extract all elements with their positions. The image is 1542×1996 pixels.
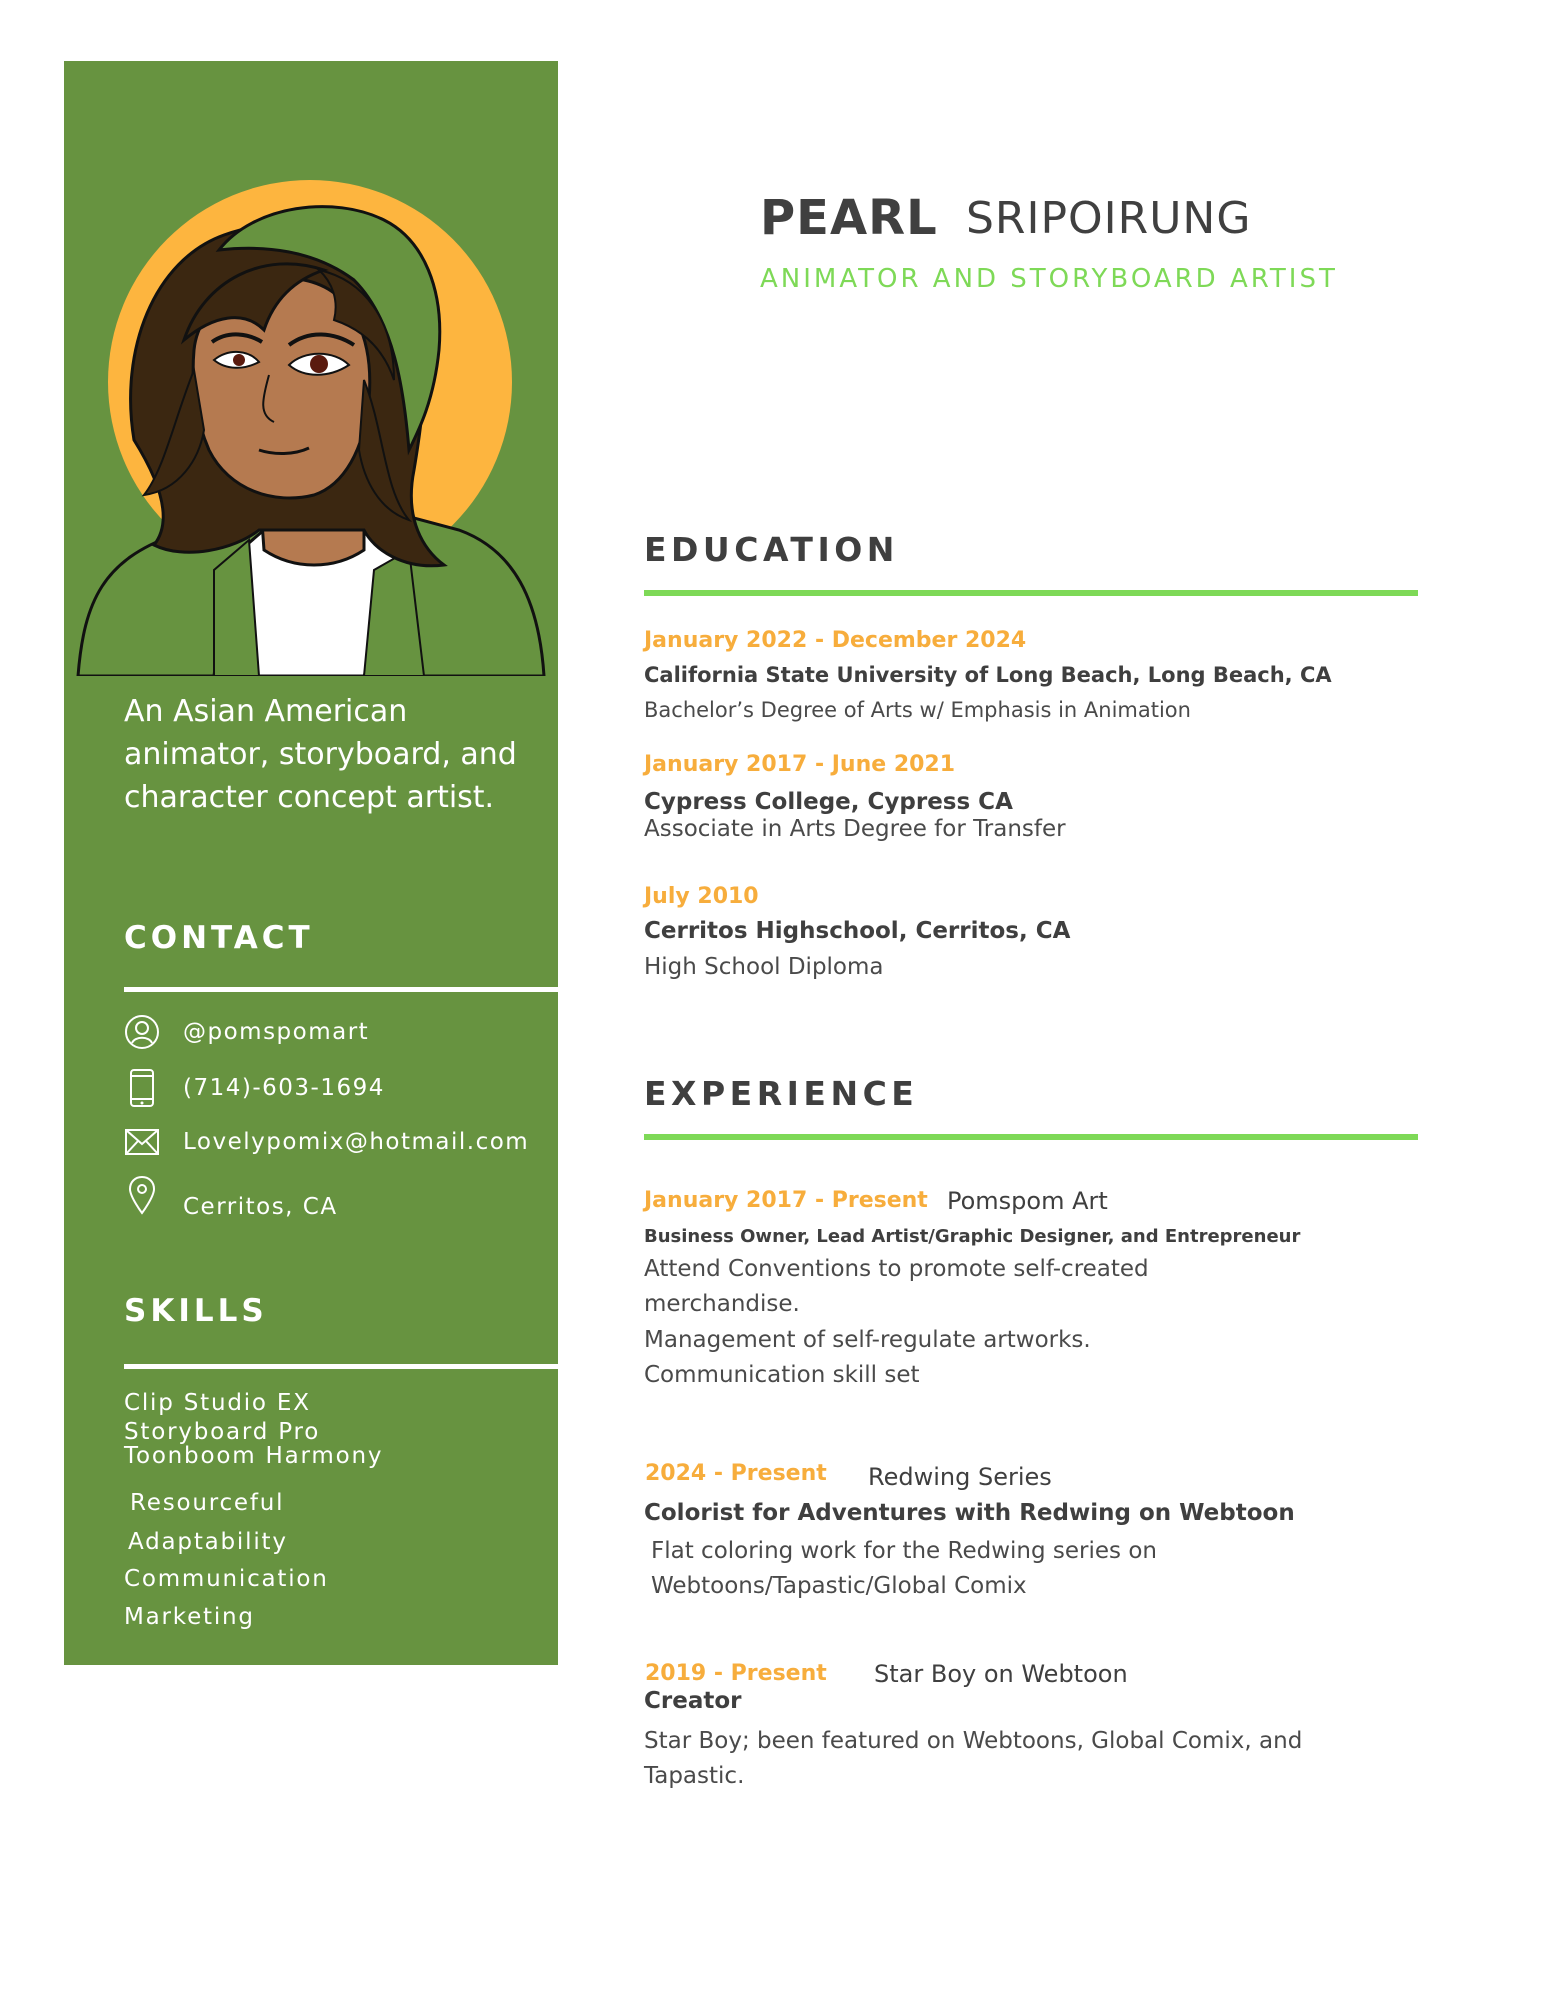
experience-company: Star Boy on Webtoon — [874, 1660, 1128, 1688]
profile-tagline: An Asian American animator, storyboard, and character concept artist. — [124, 694, 517, 815]
skills-divider — [124, 1364, 558, 1369]
skills-heading: SKILLS — [124, 1293, 268, 1329]
skill-item: Adaptability — [128, 1529, 288, 1555]
education-school: California State University of Long Beach, Long Beach, CA — [644, 663, 1332, 687]
experience-detail: Attend Conventions to promote self-created — [644, 1256, 1149, 1282]
education-heading: EDUCATION — [644, 530, 899, 569]
experience-role: Creator — [644, 1688, 742, 1714]
contact-handle-row — [124, 1012, 370, 1052]
education-school: Cerritos Highschool, Cerritos, CA — [644, 918, 1071, 944]
education-degree: Bachelor’s Degree of Arts w/ Emphasis in Animation — [644, 698, 1191, 722]
contact-phone-row — [124, 1068, 385, 1108]
phone-icon — [124, 1069, 160, 1107]
education-degree: High School Diploma — [644, 954, 884, 980]
contact-email-row — [124, 1122, 530, 1162]
contact-phone[interactable]: (714)-603-1694 — [183, 1075, 385, 1101]
profile-portrait — [64, 150, 558, 676]
education-divider — [644, 590, 1418, 596]
experience-detail: Communication skill set — [644, 1362, 920, 1388]
experience-date: January 2017 - Present — [644, 1188, 928, 1213]
last-name: SRIPOIRUNG — [966, 193, 1252, 244]
experience-date: 2024 - Present — [645, 1461, 827, 1486]
experience-role: Colorist for Adventures with Redwing on Webtoon — [644, 1500, 1295, 1526]
skill-item: Toonboom Harmony — [124, 1443, 384, 1469]
experience-divider — [644, 1134, 1418, 1140]
user-icon — [124, 1013, 160, 1051]
experience-company: Redwing Series — [868, 1463, 1052, 1491]
skill-item: Storyboard Pro — [124, 1419, 321, 1445]
contact-handle[interactable]: @pomspomart — [183, 1019, 370, 1045]
job-title: ANIMATOR AND STORYBOARD ARTIST — [760, 264, 1338, 294]
education-date: January 2017 - June 2021 — [644, 752, 956, 777]
experience-role: Business Owner, Lead Artist/Graphic Designer, and Entrepreneur — [644, 1226, 1301, 1247]
contact-heading: CONTACT — [124, 920, 314, 956]
education-date: July 2010 — [644, 884, 759, 909]
experience-date: 2019 - Present — [645, 1661, 827, 1686]
experience-detail: Webtoons/Tapastic/Global Comix — [651, 1573, 1027, 1599]
experience-heading: EXPERIENCE — [644, 1074, 919, 1113]
first-name: PEARL — [760, 190, 938, 246]
mail-icon — [124, 1123, 160, 1161]
contact-divider — [124, 987, 558, 992]
location-pin-icon — [124, 1176, 160, 1214]
experience-company: Pomspom Art — [947, 1187, 1108, 1215]
skill-item: Marketing — [124, 1604, 255, 1630]
contact-email[interactable]: Lovelypomix@hotmail.com — [183, 1129, 530, 1155]
education-school: Cypress College, Cypress CA — [644, 789, 1013, 815]
experience-detail: Management of self-regulate artworks. — [644, 1327, 1091, 1353]
experience-detail: Tapastic. — [644, 1763, 745, 1789]
experience-detail: Star Boy; been featured on Webtoons, Global Comix, and — [644, 1728, 1303, 1754]
skill-item: Clip Studio EX — [124, 1390, 311, 1416]
experience-detail: Flat coloring work for the Redwing series on — [651, 1538, 1157, 1564]
skill-item: Communication — [124, 1566, 329, 1592]
education-degree: Associate in Arts Degree for Transfer — [644, 816, 1066, 842]
contact-location: Cerritos, CA — [183, 1194, 338, 1220]
skill-item: Resourceful — [130, 1490, 285, 1516]
experience-detail: merchandise. — [644, 1291, 800, 1317]
education-date: January 2022 - December 2024 — [644, 628, 1027, 653]
contact-location-row — [124, 1176, 338, 1232]
